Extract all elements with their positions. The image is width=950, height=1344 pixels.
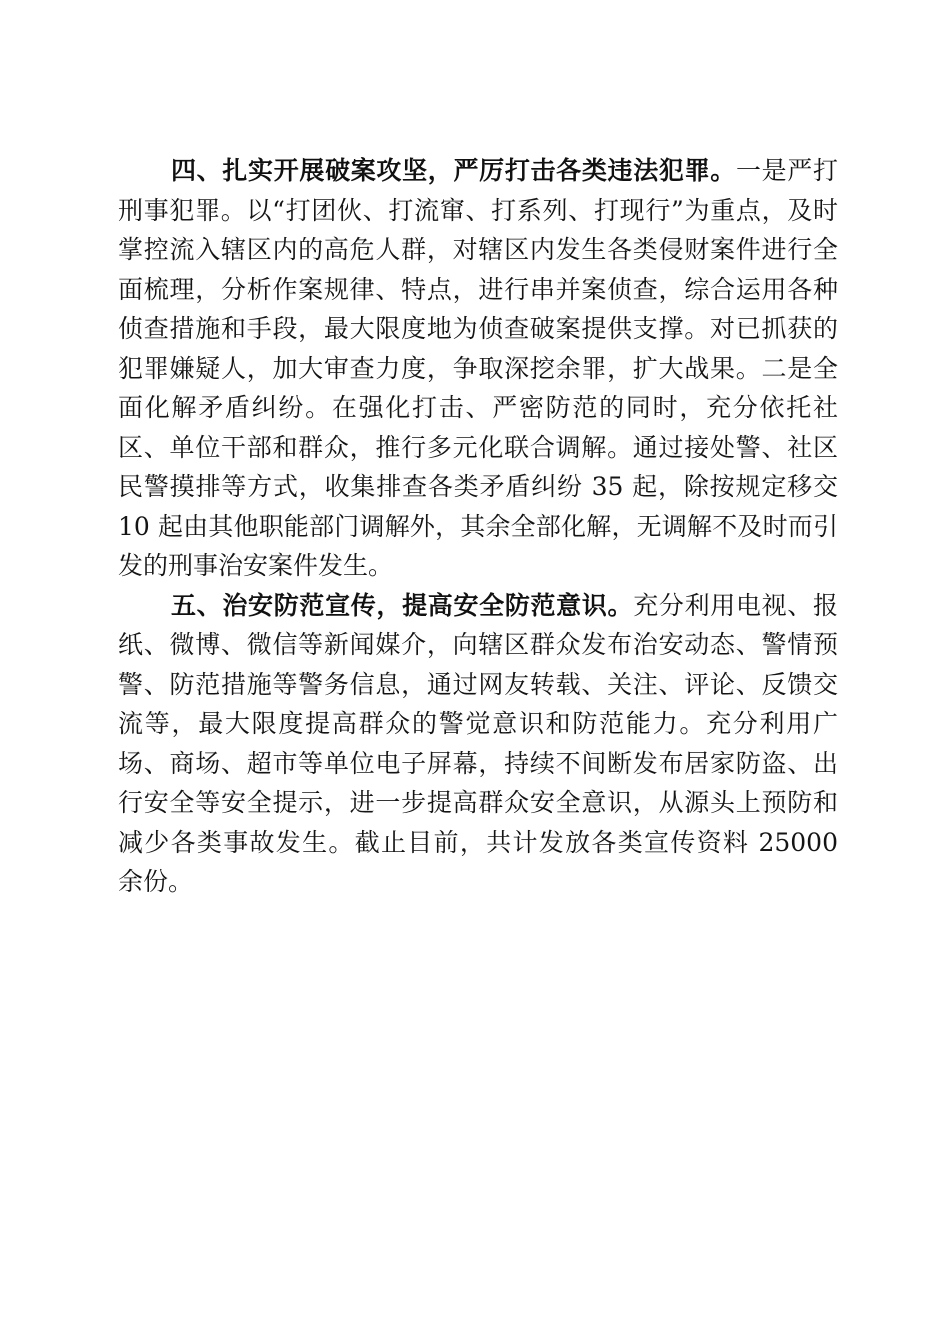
paragraph-text: 一是严打刑事犯罪。以“打团伙、打流窜、打系列、打现行”为重点，及时掌控流入辖区内的高危人群，对辖区内发生各类侵财案件进行全面梳理，分析作案规律、特点，进行串并案侦查，综合运用各种侦查措施和手段，最大限度地为侦查破案提供支撑。对已抓获的犯罪嫌疑人，加大审查力度，争取深挖余罪，扩大战果。二是全面化解矛盾纠纷。在强化打击、严密防范的同时，充分依托社区、单位干部和群众，推行多元化联合调解。通过接处警、社区民警摸排等方式，收集排查各类矛盾纠纷 35 起，除按规定移交 10 起由其他职能部门调解外，其余全部化解，无调解不及时而引发的刑事治安案件发生。 [118, 156, 838, 580]
paragraph-security-publicity [118, 586, 838, 902]
document-body [118, 151, 838, 902]
paragraph-heading: 四、扎实开展破案攻坚，严厉打击各类违法犯罪。 [171, 156, 736, 185]
paragraph-crime-crackdown [118, 151, 838, 586]
paragraph-heading: 五、治安防范宣传，提高安全防范意识。 [171, 590, 634, 620]
paragraph-text: 充分利用电视、报纸、微博、微信等新闻媒介，向辖区群众发布治安动态、警情预警、防范措施等警务信息，通过网友转载、关注、评论、反馈交流等，最大限度提高群众的警觉意识和防范能力。充分利用广场、商场、超市等单位电子屏幕，持续不间断发布居家防盗、出行安全等安全提示，进一步提高群众安全意识，从源头上预防和减少各类事故发生。截止目前，共计发放各类宣传资料 25000 余份。 [118, 590, 838, 896]
